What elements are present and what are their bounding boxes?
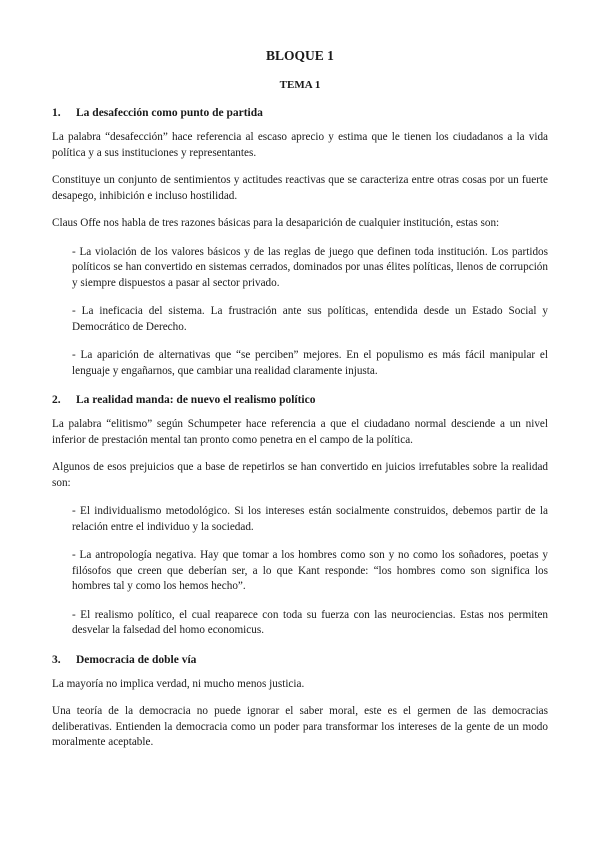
section-heading bbox=[52, 106, 548, 120]
section-number: 1. bbox=[52, 107, 61, 119]
document-subtitle: TEMA 1 bbox=[279, 79, 321, 91]
bullet-item: - La ineficacia del sistema. La frustración ante sus políticas, entendida desde un Estado Social y Democrático de Derecho. bbox=[72, 305, 548, 333]
paragraph: Algunos de esos prejuicios que a base de repetirlos se han convertido en juicios irrefutables sobre la realidad son: bbox=[52, 461, 548, 489]
paragraph: La palabra “elitismo” según Schumpeter hace referencia a que el ciudadano normal desciende a un nivel inferior de prestación mental tan pronto como penetra en el campo de la política. bbox=[52, 418, 548, 446]
bullet-item: - La violación de los valores básicos y de las reglas de juego que definen toda institución. Los partidos políticos se han convertido en sistemas cerrados, dominados por unas élites políticas, llenos de corrupción y siempre dispuestos a pasar al sector privado. bbox=[72, 245, 548, 289]
section-heading bbox=[52, 393, 548, 407]
bullet-item: - El realismo político, el cual reaparece con toda su fuerza con las neurociencias. Estas nos permiten desvelar la falsedad del homo economicus. bbox=[72, 608, 548, 636]
paragraph: La palabra “desafección” hace referencia al escaso aprecio y estima que le tienen los ciudadanos a la vida política y a sus instituciones y representantes. bbox=[52, 131, 548, 159]
paragraph: Una teoría de la democracia no puede ignorar el saber moral, este es el germen de las democracias deliberativas. Entienden la democracia como un poder para transformar los intereses de la gente de un modo moralmente aceptable. bbox=[52, 705, 548, 748]
section-number: 3. bbox=[52, 653, 61, 666]
bullet-item: - El individualismo metodológico. Si los intereses están socialmente construidos, debemos partir de la relación entre el individuo y la sociedad. bbox=[72, 505, 548, 533]
section-number: 2. bbox=[52, 394, 61, 406]
bullet-item: - La aparición de alternativas que “se perciben” mejores. En el populismo es más fácil manipular el lenguaje y engañarnos, que cambiar una realidad claramente injusta. bbox=[72, 349, 548, 377]
paragraph: La mayoría no implica verdad, ni mucho menos justicia. bbox=[52, 677, 305, 690]
document-title: BLOQUE 1 bbox=[266, 48, 334, 63]
section-title: La realidad manda: de nuevo el realismo político bbox=[76, 394, 316, 406]
bullet-item: - La antropología negativa. Hay que tomar a los hombres como son y no como los soñadores, poetas y filósofos que creen que deberían ser, a lo que Kant responde: “los hombres como son significa los hombres tal y como los hemos hecho”. bbox=[72, 549, 548, 592]
section-heading bbox=[52, 653, 548, 667]
section-title: Democracia de doble vía bbox=[76, 653, 197, 666]
paragraph: Claus Offe nos habla de tres razones básicas para la desaparición de cualquier institución, estas son: bbox=[52, 217, 500, 229]
paragraph: Constituye un conjunto de sentimientos y actitudes reactivas que se caracteriza entre otras cosas por un fuerte desapego, inhibición e incluso hostilidad. bbox=[52, 174, 548, 202]
section-title: La desafección como punto de partida bbox=[76, 107, 263, 119]
